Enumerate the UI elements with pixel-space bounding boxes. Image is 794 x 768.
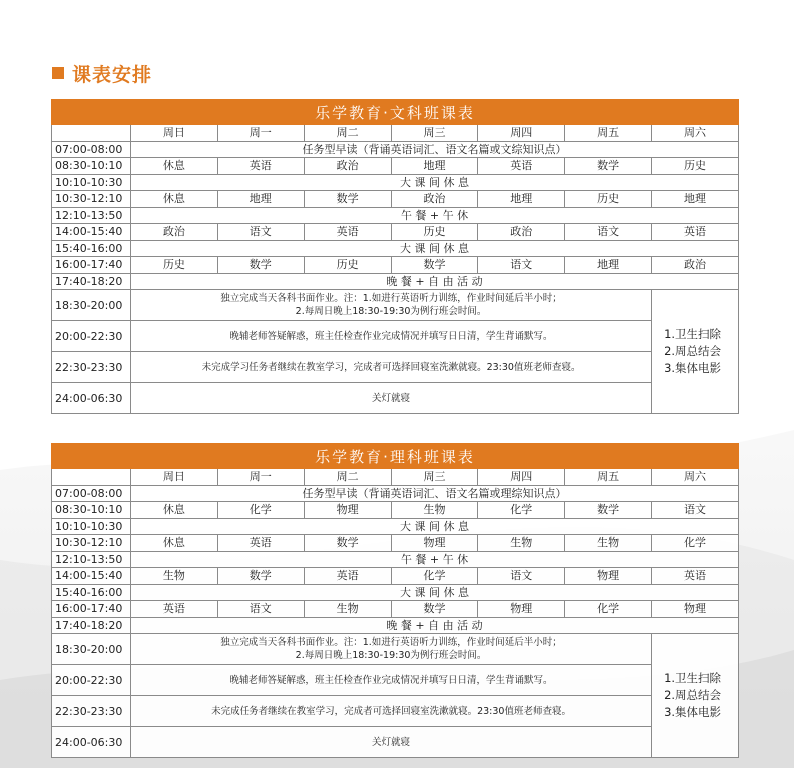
evening-activity-cell: 晚辅老师答疑解惑，班主任检查作业完成情况并填写日日清，学生背诵默写。 (131, 321, 652, 352)
subject-cell: 语文 (217, 601, 304, 618)
subject-cell: 数学 (304, 535, 391, 552)
weekend-item: 1.卫生扫除 (664, 327, 722, 341)
table-row (52, 352, 739, 383)
time-cell: 22:30-23:30 (52, 696, 131, 727)
evening-activity-cell: 关灯就寝 (131, 727, 652, 758)
evening-note: 2.每周日晚上18:30-19:30为例行班会时间。 (295, 650, 487, 661)
header-row (52, 469, 739, 486)
time-cell: 17:40-18:20 (52, 273, 131, 290)
day-header: 周五 (565, 125, 652, 142)
subject-cell: 数学 (217, 257, 304, 274)
subject-cell: 休息 (131, 191, 218, 208)
subject-cell: 语文 (652, 502, 739, 519)
weekend-item: 1.卫生扫除 (664, 671, 722, 685)
time-cell: 10:30-12:10 (52, 535, 131, 552)
time-cell: 16:00-17:40 (52, 257, 131, 274)
time-cell: 24:00-06:30 (52, 383, 131, 414)
section-heading (52, 60, 152, 86)
weekend-item: 3.集体电影 (664, 361, 722, 375)
time-cell: 16:00-17:40 (52, 601, 131, 618)
subject-cell: 物理 (478, 601, 565, 618)
subject-cell: 语文 (478, 568, 565, 585)
subject-cell: 物理 (304, 502, 391, 519)
heading-square-icon (52, 67, 64, 79)
day-header: 周六 (652, 469, 739, 486)
table-row (52, 257, 739, 274)
activity-cell: 任务型早读（背诵英语词汇、语文名篇或理综知识点） (131, 485, 739, 502)
subject-cell: 化学 (478, 502, 565, 519)
evening-text: 独立完成当天各科书面作业。注：1.如进行英语听力训练，作业时间延后半小时； (220, 293, 562, 304)
activity-cell: 大 课 间 休 息 (131, 174, 739, 191)
table-row (52, 174, 739, 191)
subject-cell: 英语 (652, 224, 739, 241)
table-row (52, 502, 739, 519)
activity-cell: 午 餐 + 午 休 (131, 551, 739, 568)
day-header: 周二 (304, 125, 391, 142)
time-cell: 08:30-10:10 (52, 502, 131, 519)
day-header: 周日 (131, 125, 218, 142)
time-cell: 10:10-10:30 (52, 518, 131, 535)
subject-cell: 物理 (565, 568, 652, 585)
subject-cell: 语文 (217, 224, 304, 241)
table-row (52, 584, 739, 601)
table-row (52, 551, 739, 568)
weekend-activities-cell (652, 290, 739, 414)
table-row (52, 696, 739, 727)
subject-cell: 英语 (478, 158, 565, 175)
time-cell: 18:30-20:00 (52, 290, 131, 321)
table-row (52, 617, 739, 634)
subject-cell: 语文 (565, 224, 652, 241)
subject-cell: 数学 (391, 601, 478, 618)
subject-cell: 地理 (217, 191, 304, 208)
subject-cell: 数学 (565, 158, 652, 175)
day-header: 周三 (391, 125, 478, 142)
day-header: 周四 (478, 469, 565, 486)
activity-cell: 晚 餐 + 自 由 活 动 (131, 617, 739, 634)
table-row (52, 158, 739, 175)
evening-activity-cell (131, 290, 652, 321)
liberal-arts-schedule (51, 99, 739, 414)
activity-cell: 任务型早读（背诵英语词汇、语文名篇或文综知识点） (131, 141, 739, 158)
heading-text: 课表安排 (72, 63, 153, 86)
header-row (52, 125, 739, 142)
time-cell: 14:00-15:40 (52, 568, 131, 585)
subject-cell: 生物 (391, 502, 478, 519)
weekend-item: 2.周总结会 (664, 688, 722, 702)
day-header: 周六 (652, 125, 739, 142)
table-row (52, 207, 739, 224)
time-cell: 15:40-16:00 (52, 584, 131, 601)
activity-cell: 大 课 间 休 息 (131, 240, 739, 257)
time-cell: 07:00-08:00 (52, 141, 131, 158)
time-cell: 18:30-20:00 (52, 634, 131, 665)
subject-cell: 政治 (131, 224, 218, 241)
table-row (52, 601, 739, 618)
subject-cell: 数学 (391, 257, 478, 274)
subject-cell: 化学 (652, 535, 739, 552)
activity-cell: 晚 餐 + 自 由 活 动 (131, 273, 739, 290)
evening-activity-cell: 晚辅老师答疑解惑，班主任检查作业完成情况并填写日日清，学生背诵默写。 (131, 665, 652, 696)
table-row (52, 727, 739, 758)
time-cell: 10:10-10:30 (52, 174, 131, 191)
time-cell: 20:00-22:30 (52, 321, 131, 352)
subject-cell: 政治 (391, 191, 478, 208)
subject-cell: 数学 (304, 191, 391, 208)
time-cell: 12:10-13:50 (52, 207, 131, 224)
table-title: 乐学教育·文科班课表 (52, 100, 739, 125)
subject-cell: 物理 (391, 535, 478, 552)
table-row (52, 383, 739, 414)
subject-cell: 历史 (131, 257, 218, 274)
subject-cell: 地理 (391, 158, 478, 175)
schedule-table (51, 99, 739, 414)
table-row (52, 568, 739, 585)
table-title: 乐学教育·理科班课表 (52, 444, 739, 469)
subject-cell: 地理 (478, 191, 565, 208)
subject-cell: 政治 (652, 257, 739, 274)
subject-cell: 化学 (217, 502, 304, 519)
evening-text: 独立完成当天各科书面作业。注：1.如进行英语听力训练，作业时间延后半小时； (220, 637, 562, 648)
subject-cell: 休息 (131, 502, 218, 519)
subject-cell: 历史 (304, 257, 391, 274)
subject-cell: 政治 (478, 224, 565, 241)
time-cell: 17:40-18:20 (52, 617, 131, 634)
subject-cell: 地理 (565, 257, 652, 274)
subject-cell: 英语 (217, 535, 304, 552)
subject-cell: 政治 (304, 158, 391, 175)
time-cell: 10:30-12:10 (52, 191, 131, 208)
time-cell: 22:30-23:30 (52, 352, 131, 383)
time-cell: 24:00-06:30 (52, 727, 131, 758)
weekend-item: 2.周总结会 (664, 344, 722, 358)
table-row (52, 191, 739, 208)
evening-note: 2.每周日晚上18:30-19:30为例行班会时间。 (295, 306, 487, 317)
weekend-item: 3.集体电影 (664, 705, 722, 719)
day-header: 周一 (217, 469, 304, 486)
table-row (52, 485, 739, 502)
day-header: 周五 (565, 469, 652, 486)
day-header: 周三 (391, 469, 478, 486)
time-cell: 20:00-22:30 (52, 665, 131, 696)
subject-cell: 地理 (652, 191, 739, 208)
table-row (52, 634, 739, 665)
time-cell: 12:10-13:50 (52, 551, 131, 568)
time-cell: 14:00-15:40 (52, 224, 131, 241)
time-cell: 08:30-10:10 (52, 158, 131, 175)
subject-cell: 物理 (652, 601, 739, 618)
table-row (52, 141, 739, 158)
time-cell: 15:40-16:00 (52, 240, 131, 257)
subject-cell: 英语 (304, 568, 391, 585)
subject-cell: 英语 (131, 601, 218, 618)
evening-activity-cell: 关灯就寝 (131, 383, 652, 414)
evening-activity-cell: 未完成任务者继续在教室学习，完成者可选择回寝室洗漱就寝。23:30值班老师查寝。 (131, 696, 652, 727)
subject-cell: 化学 (391, 568, 478, 585)
subject-cell: 数学 (217, 568, 304, 585)
subject-cell: 生物 (478, 535, 565, 552)
subject-cell: 生物 (565, 535, 652, 552)
table-row (52, 535, 739, 552)
subject-cell: 数学 (565, 502, 652, 519)
subject-cell: 历史 (391, 224, 478, 241)
subject-cell: 英语 (304, 224, 391, 241)
table-row (52, 321, 739, 352)
day-header: 周日 (131, 469, 218, 486)
table-row (52, 290, 739, 321)
subject-cell: 休息 (131, 158, 218, 175)
science-schedule (51, 443, 739, 758)
table-row (52, 665, 739, 696)
table-row (52, 224, 739, 241)
activity-cell: 大 课 间 休 息 (131, 518, 739, 535)
time-cell: 07:00-08:00 (52, 485, 131, 502)
table-row (52, 240, 739, 257)
subject-cell: 历史 (652, 158, 739, 175)
table-row (52, 273, 739, 290)
subject-cell: 生物 (131, 568, 218, 585)
subject-cell: 历史 (565, 191, 652, 208)
day-header: 周一 (217, 125, 304, 142)
activity-cell: 大 课 间 休 息 (131, 584, 739, 601)
table-row (52, 518, 739, 535)
evening-activity-cell (131, 634, 652, 665)
evening-activity-cell: 未完成学习任务者继续在教室学习，完成者可选择回寝室洗漱就寝。23:30值班老师查寝。 (131, 352, 652, 383)
subject-cell: 化学 (565, 601, 652, 618)
subject-cell: 英语 (652, 568, 739, 585)
weekend-activities-cell (652, 634, 739, 758)
subject-cell: 休息 (131, 535, 218, 552)
day-header: 周二 (304, 469, 391, 486)
subject-cell: 英语 (217, 158, 304, 175)
day-header: 周四 (478, 125, 565, 142)
activity-cell: 午 餐 + 午 休 (131, 207, 739, 224)
subject-cell: 生物 (304, 601, 391, 618)
schedule-table (51, 443, 739, 758)
subject-cell: 语文 (478, 257, 565, 274)
